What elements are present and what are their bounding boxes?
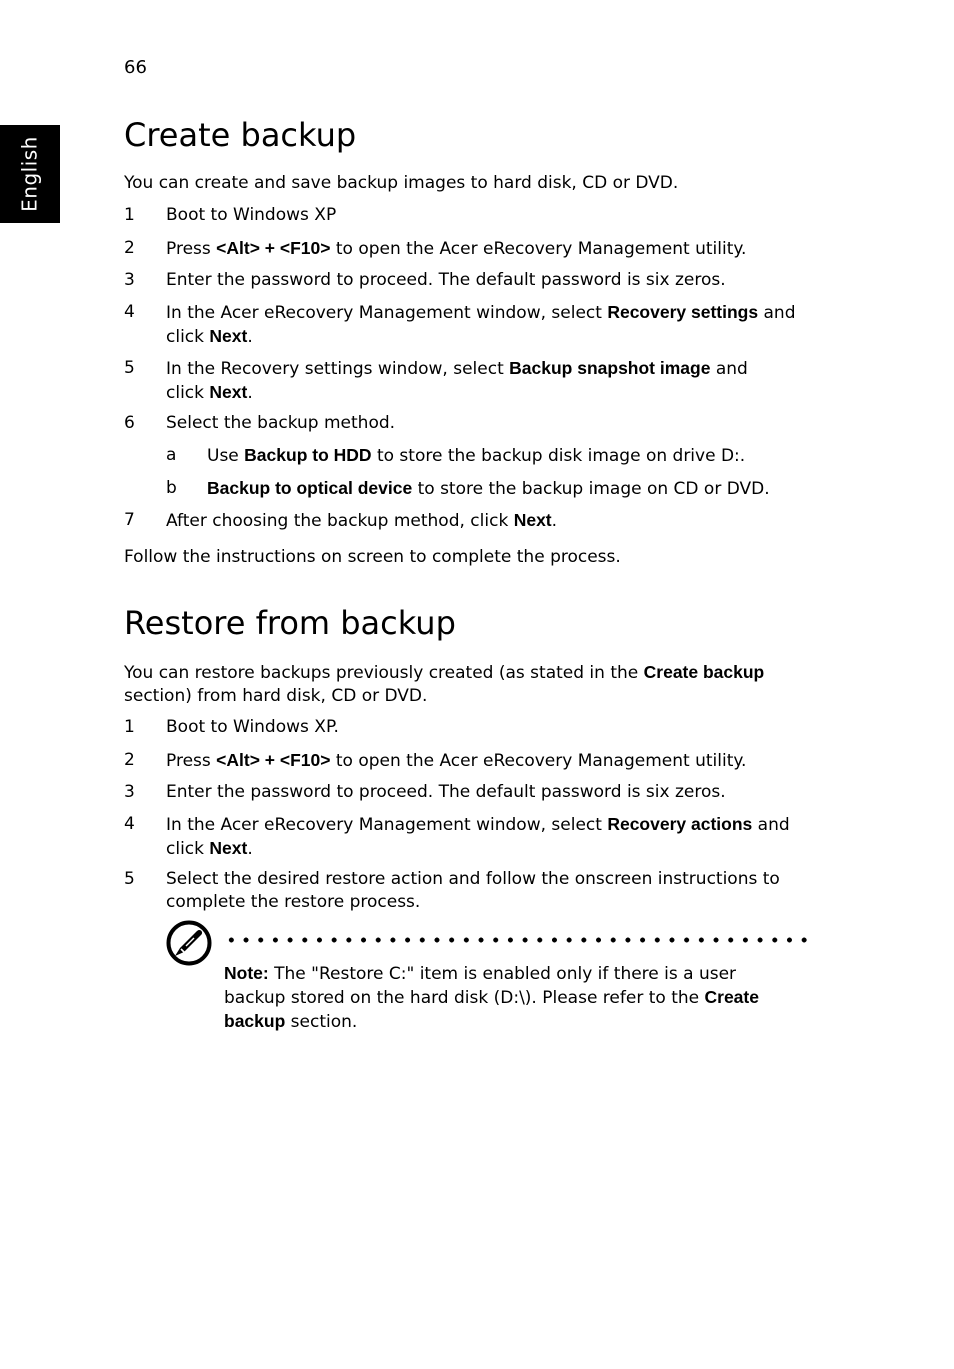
step-text: Use Backup to HDD to store the backup disk image on drive D:.	[207, 445, 746, 466]
step-text: Boot to Windows XP	[166, 205, 337, 225]
note-pen-icon	[166, 920, 212, 966]
step-letter: b	[166, 478, 177, 498]
note-label: Note:	[224, 963, 269, 983]
step-text: In the Acer eRecovery Management window, select Recovery actions and click Next.	[166, 814, 790, 859]
step-number: 2	[124, 750, 135, 770]
ui-term: Next	[513, 510, 552, 530]
step-text: Select the backup method.	[166, 413, 396, 433]
step-text: In the Recovery settings window, select Backup snapshot image and click Next.	[166, 358, 748, 403]
ui-term: Recovery actions	[607, 814, 753, 834]
step-number: 1	[124, 205, 135, 225]
create-backup-intro: You can create and save backup images to hard disk, CD or DVD.	[124, 173, 679, 193]
ui-term: Next	[209, 326, 248, 346]
step-number: 2	[124, 238, 135, 258]
step-number: 7	[124, 510, 135, 530]
step-number: 3	[124, 270, 135, 290]
section-ref: Create backup	[643, 662, 765, 682]
step-text: Boot to Windows XP.	[166, 717, 339, 737]
step-number: 5	[124, 358, 135, 378]
ui-term: Backup to HDD	[244, 445, 372, 465]
step-text: Enter the password to proceed. The default password is six zeros.	[166, 270, 726, 290]
step-text: Press <Alt> + <F10> to open the Acer eRecovery Management utility.	[166, 750, 747, 771]
language-tab	[0, 125, 60, 223]
create-backup-heading: Create backup	[124, 116, 357, 154]
create-backup-outro: Follow the instructions on screen to complete the process.	[124, 547, 621, 567]
ui-term: Next	[209, 838, 248, 858]
note-divider	[224, 937, 812, 943]
step-text: In the Acer eRecovery Management window, select Recovery settings and click Next.	[166, 302, 796, 347]
step-number: 5	[124, 869, 135, 889]
key-combo: <Alt> + <F10>	[216, 750, 331, 770]
step-text: Select the desired restore action and follow the onscreen instructions to complete the restore process.	[166, 869, 780, 912]
page-number: 66	[124, 57, 147, 78]
restore-backup-intro: You can restore backups previously created (as stated in the Create backup section) from hard disk, CD or DVD.	[124, 662, 765, 706]
language-tab-label: English	[17, 136, 42, 212]
step-text: Press <Alt> + <F10> to open the Acer eRecovery Management utility.	[166, 238, 747, 259]
ui-term: Recovery settings	[607, 302, 759, 322]
step-number: 6	[124, 413, 135, 433]
step-text: Enter the password to proceed. The default password is six zeros.	[166, 782, 726, 802]
key-combo: <Alt> + <F10>	[216, 238, 331, 258]
step-number: 4	[124, 302, 135, 322]
ui-term: Next	[209, 382, 248, 402]
step-number: 1	[124, 717, 135, 737]
step-text: After choosing the backup method, click Next.	[166, 510, 558, 531]
section-ref: Create backup	[224, 987, 759, 1031]
restore-backup-heading: Restore from backup	[124, 604, 456, 642]
ui-term: Backup to optical device	[207, 478, 413, 498]
note-text: Note: The "Restore C:" item is enabled only if there is a user backup stored on the hard disk (D:\). Please refer to the Create backup section.	[224, 963, 759, 1032]
step-text: Backup to optical device to store the backup image on CD or DVD.	[207, 478, 770, 499]
step-number: 4	[124, 814, 135, 834]
step-letter: a	[166, 445, 177, 465]
step-number: 3	[124, 782, 135, 802]
ui-term: Backup snapshot image	[509, 358, 711, 378]
